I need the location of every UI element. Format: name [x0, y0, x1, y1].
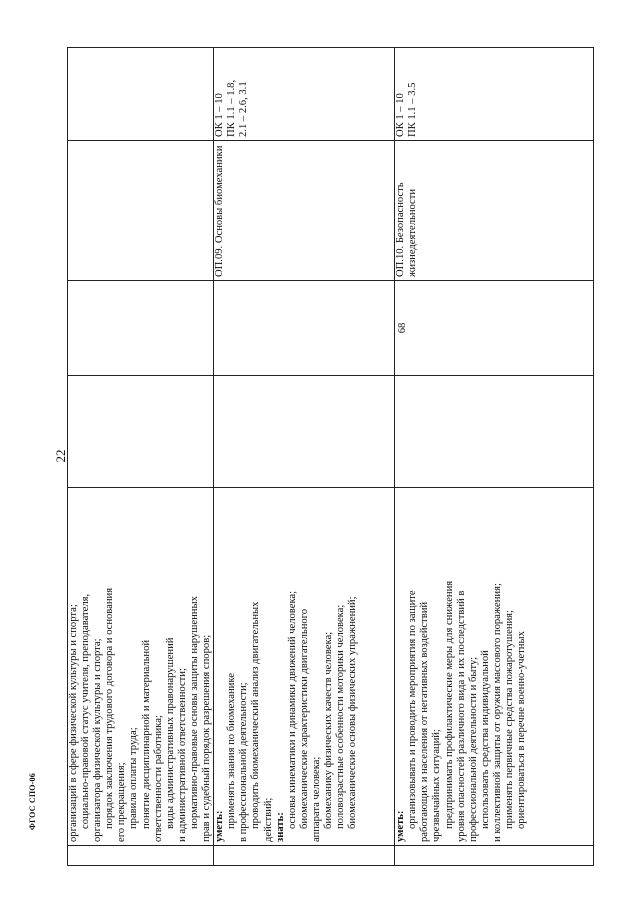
content-line: основы кинематики и динамики движений человека;	[286, 590, 298, 829]
content-cell	[68, 488, 214, 846]
content-line: нормативно-правовые основы защиты нарушенных	[188, 596, 200, 829]
discipline-cell	[214, 141, 395, 281]
content-line: организаций в сфере физической культуры и спорта;	[68, 604, 79, 842]
content-line: применять знания по биомеханике	[226, 673, 238, 829]
code-cell	[395, 846, 594, 866]
discipline-cell	[395, 141, 594, 281]
content-line: прав и судебный порядок разрешения споров;	[201, 634, 213, 842]
hours-cell	[395, 376, 594, 488]
content-cell	[214, 488, 395, 846]
content-line: использовать средства индивидуальной	[479, 650, 491, 829]
content-line: социально-правовой статус учителя, преподавателя,	[80, 593, 92, 829]
competencies-cell	[68, 48, 214, 141]
content-line: биомеханику физических качеств человека;	[322, 631, 334, 829]
competencies-cell	[395, 48, 594, 141]
hours-cell	[68, 376, 214, 488]
content-line: проводить биомеханический анализ двигательных	[250, 601, 262, 829]
content-line: действий;	[262, 797, 274, 842]
hours-value: 68	[397, 322, 409, 334]
content-line: виды административных правонарушений	[164, 637, 176, 829]
content-line: понятие дисциплинарной и материальной	[140, 639, 152, 829]
content-line: половозрастные особенности моторики человека;	[335, 604, 347, 829]
content-line: и административной ответственности;	[176, 668, 188, 842]
hours-cell	[214, 281, 395, 376]
content-line: и коллективной защиты от оружия массового поражения;	[491, 583, 503, 842]
discipline-name: ОП.10. Безопасность жизнедеятельности	[395, 182, 419, 277]
footer-standard-mark: ФГОС СПО-06	[28, 773, 37, 830]
content-line: уровня опасностей различного вида и их последствий в	[455, 590, 467, 842]
competencies-list: ОК 1 – 10 ПК 1.1 – 1.8, 2.1 – 2.6, 3.1	[214, 79, 250, 137]
code-cell	[68, 846, 214, 866]
content-line: ориентироваться в перечне военно-учетных	[516, 631, 528, 829]
section-heading: знать:	[274, 812, 286, 842]
content-line: чрезвычайных ситуаций;	[431, 729, 443, 842]
content-line: аппарата человека;	[310, 756, 322, 842]
section-heading: уметь:	[214, 810, 226, 842]
discipline-name: ОП.09. Основы биомеханики	[214, 145, 226, 277]
table-row	[395, 48, 594, 866]
content-line: организовывать и проводить мероприятия по защите	[407, 590, 419, 829]
content-line: организатора физической культуры и спорта;	[92, 638, 104, 842]
content-line: в профессиональной деятельности;	[238, 682, 250, 842]
table-row	[68, 48, 214, 866]
hours-cell	[68, 281, 214, 376]
hours-value	[214, 281, 216, 375]
content-line: порядок заключения трудового договора и основания	[104, 587, 116, 829]
discipline-cell	[68, 141, 214, 281]
hours-cell	[214, 376, 395, 488]
content-line: применять первичные средства пожаротушения;	[503, 610, 515, 829]
code-cell	[214, 846, 395, 866]
content-line: биомеханические основы физических упражнений;	[347, 596, 359, 829]
section-heading: уметь:	[395, 810, 407, 842]
competencies-cell	[214, 48, 395, 141]
content-cell	[395, 488, 594, 846]
content-line: работающих и населения от негативных воздействий	[419, 601, 431, 842]
competency-table	[67, 47, 594, 866]
content-line: правила оплаты труда;	[128, 727, 140, 829]
hours-cell	[395, 281, 594, 376]
content-line: биомеханические характеристики двигательного	[298, 608, 310, 829]
content-line: предпринимать профилактические меры для снижения	[443, 580, 455, 829]
competencies-list: ОК 1 – 10 ПК 1.1 – 3.5	[395, 82, 419, 137]
content-line: его прекращения;	[116, 762, 128, 842]
rotated-table-container	[67, 48, 587, 866]
content-line: профессиональной деятельности и быту;	[467, 656, 479, 842]
page-number: 22	[53, 449, 68, 463]
table-row	[214, 48, 395, 866]
content-line: ответственности работника;	[152, 715, 164, 842]
